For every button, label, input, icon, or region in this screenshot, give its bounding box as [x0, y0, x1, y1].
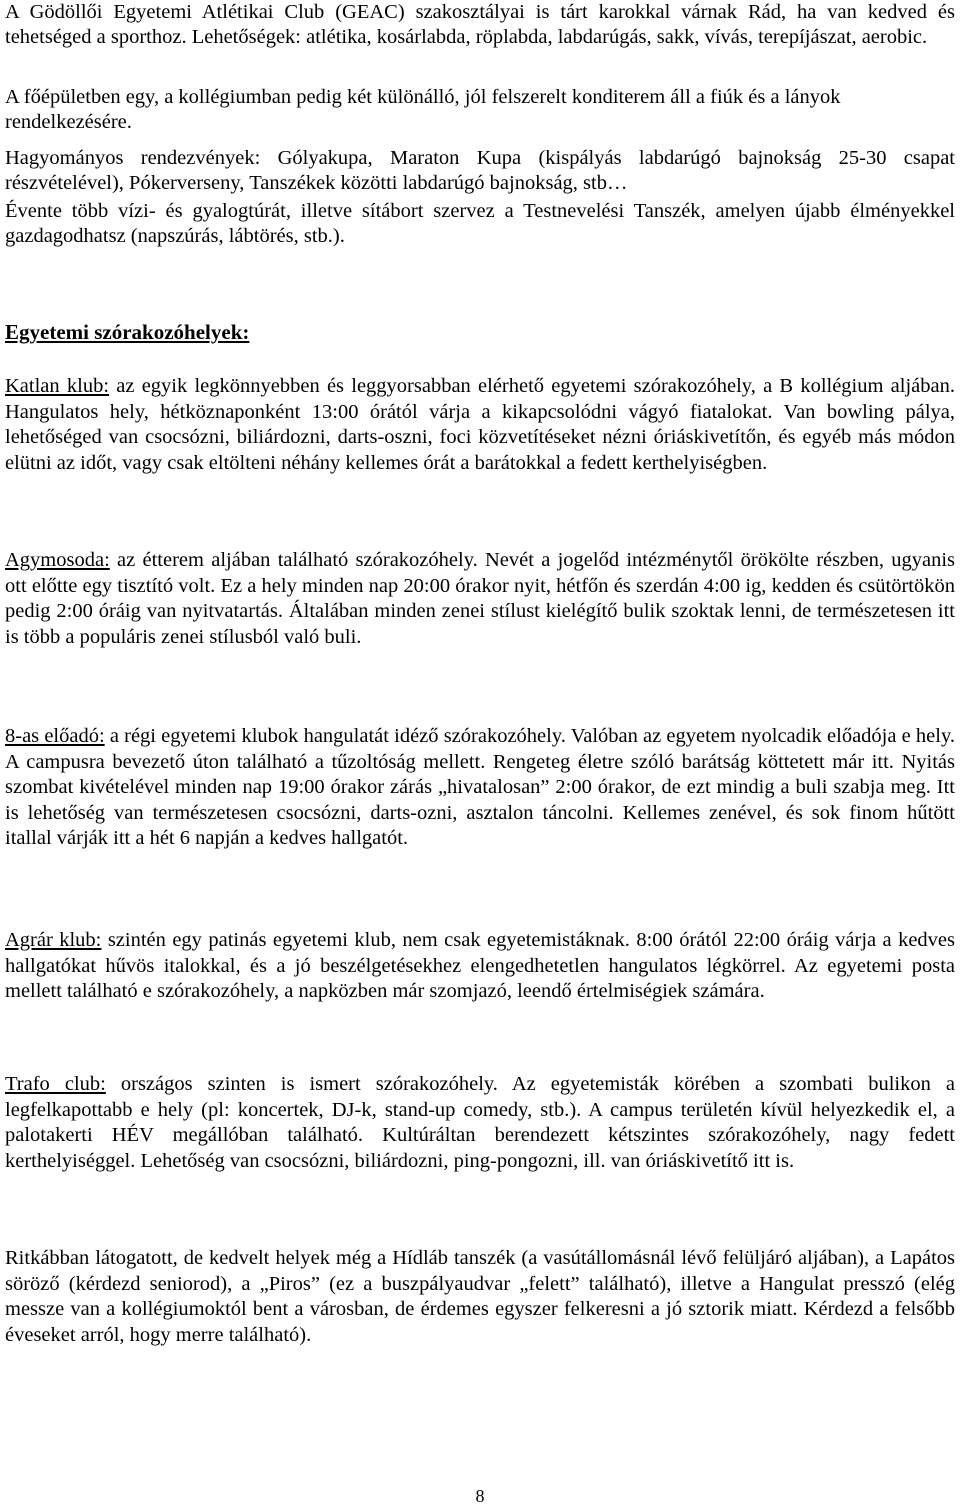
- venue-trafo-club: [5, 1072, 955, 1174]
- venue-description: az étterem aljában található szórakozóhely. Nevét a jogelőd intézménytől örökölte részben, ugyanis ott előtte egy tisztító volt. Ez a hely minden nap 20:00 órakor nyit, hétfőn és szerdán 4:00 ig, kedden és csütörtökön pedig 2:00 óráig van nyitvatartás. Általában minden zenei stílust kielégítő bulik szoktak lenni, de természetesen itt is több a populáris zenei stílusból való buli.: [5, 549, 955, 648]
- venue-name: Katlan klub:: [5, 375, 110, 397]
- venue-name: Agrár klub:: [5, 929, 102, 951]
- events-paragraph: Hagyományos rendezvények: Gólyakupa, Maraton Kupa (kispályás labdarúgó bajnokság 25-30 csapat részvételével), Pókerverseny, Tanszékek közötti labdarúgó bajnokság, stb…: [5, 147, 955, 194]
- venue-katlan: [5, 374, 955, 476]
- venue-name: 8-as előadó:: [5, 725, 105, 747]
- page-number: 8: [475, 1486, 485, 1506]
- tours-paragraph: Évente több vízi- és gyalogtúrát, illetve sítábort szervez a Testnevelési Tanszék, amelyen újabb élményekkel gazdagodhatsz (napszúrás, lábtörés, stb.).: [5, 200, 955, 247]
- venue-description: az egyik legkönnyebben és leggyorsabban elérhető egyetemi szórakozóhely, a B kollégium aljában. Hangulatos hely, hétköznaponként 13:00 órától várja a kikapcsolódni vágyó fiatalokat. Van bowling pálya, lehetőséged van csocsózni, biliárdozni, darts-oszni, foci közvetítéseket nézni óriáskivetítőn, és egyéb más módon elütni az időt, vagy csak eltölteni néhány kellemes órát a barátokkal a fedett kerthelyiségben.: [5, 375, 955, 474]
- venue-name: Agymosoda:: [5, 549, 110, 571]
- venue-description: országos szinten is ismert szórakozóhely. Az egyetemisták körében a szombati bulikon a legfelkapottabb e hely (pl: koncertek, DJ-k, stand-up comedy, stb.). A campus területén kívül helyezkedik el, a palotakerti HÉV megállóban található. Kultúráltan berendezett kétszintes szórakozóhely, nagy fedett kerthelyiséggel. Lehetőség van csocsózni, biliárdozni, ping-pongozni, ill. van óriáskivetítő itt is.: [5, 1073, 956, 1172]
- closing-paragraph: Ritkábban látogatott, de kedvelt helyek még a Hídláb tanszék (a vasútállomásnál lévő felüljáró aljában), a Lapátos söröző (kérdezd seniorod), a „Piros” (ez a buszpályaudvar „felett” található), illetve a Hangulat presszó (elég messze van a kollégiumoktól bent a városban, de érdemes egyszer felkeresni a jó sztorik miatt. Kérdezd a felsőbb éveseket arról, hogy merre található).: [5, 1247, 955, 1346]
- section-heading: Egyetemi szórakozóhelyek:: [5, 320, 250, 344]
- sports-paragraph: A Gödöllői Egyetemi Atlétikai Club (GEAC) szakosztályai is tárt karokkal várnak Rád, ha van kedved és tehetséged a sporthoz. Lehetőségek: atlétika, kosárlabda, röplabda, labdarúgás, sakk, vívás, terepíjászat, aerobic.: [5, 1, 955, 48]
- venue-agymosoda: [5, 548, 955, 650]
- venue-agrar-klub: [5, 928, 955, 1005]
- venue-description: szintén egy patinás egyetemi klub, nem csak egyetemistáknak. 8:00 órától 22:00 óráig várja a kedves hallgatókat hűvös italokkal, és a jó beszélgetésekhez elengedhetetlen hangulatos légkörrel. Az egyetemi posta mellett található e szórakozóhely, a napközben már szomjazó, leendő értelmiségiek számára.: [5, 929, 956, 1002]
- venue-description: a régi egyetemi klubok hangulatát idéző szórakozóhely. Valóban az egyetem nyolcadik előadója e hely. A campusra bevezető úton található a tűzoltóság mellett. Rengeteg életre szóló barátság köttetett már itt. Nyitás szombat kivételével minden nap 19:00 órakor zárás „hivatalosan” 2:00 órakor, de ezt mindig a buli szabja meg. Itt is lehetőség van természetesen csocsózni, darts-ozni, asztalon táncolni. Kellemes zenével, és sok finom hűtött itallal várják itt a hét 6 napján a kedves hallgatót.: [5, 725, 955, 849]
- gym-paragraph: A főépületben egy, a kollégiumban pedig két különálló, jól felszerelt konditerem áll a fiúk és a lányok rendelkezésére.: [5, 86, 841, 133]
- venue-8as-eloado: [5, 724, 955, 852]
- venue-name: Trafo club:: [5, 1073, 106, 1095]
